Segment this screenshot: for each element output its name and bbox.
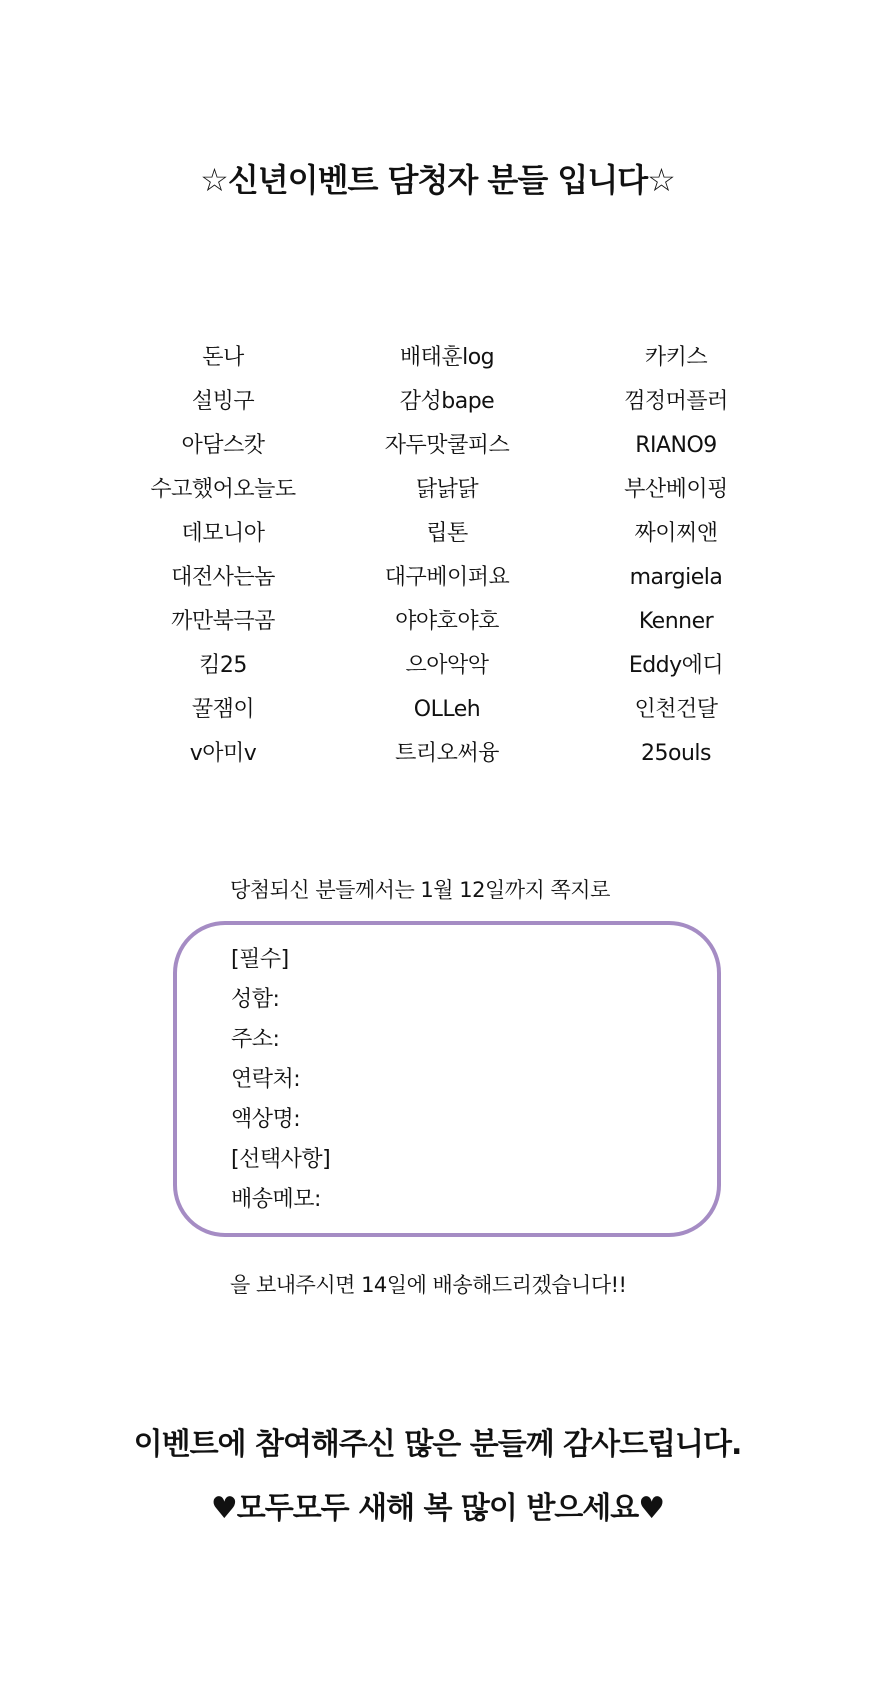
liquid-field-label: 액상명:: [231, 1107, 301, 1132]
winner-name: 립톤: [426, 521, 468, 546]
winner-row: [0, 607, 875, 651]
heart-icon: ♥: [638, 1491, 665, 1526]
winner-name: 대구베이퍼요: [384, 565, 510, 590]
winner-name: 야야호야호: [395, 609, 499, 634]
notice-top: 당첨되신 분들께서는 1월 12일까지 쪽지로: [230, 878, 610, 902]
winner-name: 배태훈log: [399, 345, 495, 370]
winner-name: margiela: [629, 565, 723, 590]
winner-name: RIANO9: [635, 433, 717, 458]
winner-name: 수고했어오늘도: [150, 477, 296, 502]
winner-row: [0, 519, 875, 563]
winner-name: 카키스: [644, 345, 708, 370]
winner-row: [0, 475, 875, 519]
winner-name: 트리오써융: [395, 741, 499, 766]
winner-name: 으아악악: [405, 653, 489, 678]
notice-bottom: 을 보내주시면 14일에 배송해드리겠습니다!!: [230, 1273, 627, 1297]
winner-row: [0, 695, 875, 739]
winner-name: 킴25: [199, 653, 247, 678]
required-header: [필수]: [231, 947, 289, 972]
winner-row: [0, 563, 875, 607]
winner-name: 대전사는놈: [171, 565, 275, 590]
delivery-memo-field-label: 배송메모:: [231, 1187, 321, 1212]
winner-name: 데모니아: [181, 521, 265, 546]
heart-icon: ♥: [210, 1491, 237, 1526]
winner-name: v아미v: [189, 741, 257, 766]
address-field-label: 주소:: [231, 1027, 280, 1052]
winner-name: 껌정머플러: [624, 389, 728, 414]
winner-name: 꿀잼이: [191, 697, 255, 722]
wishes-text: 모두모두 새해 복 많이 받으세요: [236, 1491, 639, 1526]
winners-grid: [0, 343, 875, 783]
winner-name: Kenner: [638, 609, 714, 634]
name-field-label: 성함:: [231, 987, 280, 1012]
winner-name: 25ouls: [641, 741, 711, 766]
winner-name: 닭낡닭: [415, 477, 479, 502]
winner-row: [0, 343, 875, 387]
winner-row: [0, 387, 875, 431]
winner-name: OLLeh: [413, 697, 481, 722]
winner-name: 짜이찌앤: [634, 521, 718, 546]
new-year-wishes: [0, 1483, 875, 1527]
winner-name: 부산베이핑: [624, 477, 728, 502]
winner-name: 돈나: [202, 345, 244, 370]
winner-row: [0, 739, 875, 783]
page-title: ☆신년이벤트 담청자 분들 입니다☆: [200, 161, 675, 199]
winner-name: 자두맛쿨피스: [384, 433, 510, 458]
winner-row: [0, 431, 875, 475]
phone-field-label: 연락처:: [231, 1067, 301, 1092]
winner-name: 감성bape: [399, 389, 495, 414]
thanks-message: 이벤트에 참여해주신 많은 분들께 감사드립니다.: [133, 1427, 742, 1462]
winner-name: 인천건달: [634, 697, 718, 722]
winner-name: 아담스캇: [181, 433, 265, 458]
winner-name: Eddy에디: [628, 653, 724, 678]
optional-header: [선택사항]: [231, 1147, 331, 1172]
winner-row: [0, 651, 875, 695]
info-form-lines: [231, 946, 330, 1226]
winner-name: 설빙구: [191, 389, 255, 414]
winner-name: 까만북극곰: [171, 609, 275, 634]
